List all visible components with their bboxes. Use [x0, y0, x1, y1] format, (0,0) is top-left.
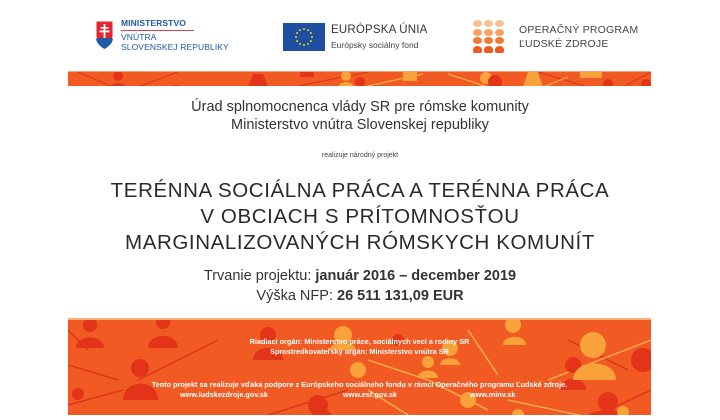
office-line1: Úrad splnomocnenca vlády SR pre rómske komunity [191, 99, 529, 115]
decorative-top-band [68, 71, 651, 86]
office-line2: Ministerstvo vnútra Slovenskej republiky [231, 117, 489, 133]
link-ludskezdroje[interactable]: www.ludskezdroje.gov.sk [180, 390, 268, 399]
duration-row [0, 266, 720, 286]
footer-band [68, 318, 651, 415]
realizes-label: realizuje národný projekt [321, 152, 399, 159]
people-network-pattern-icon [68, 72, 651, 86]
nfp-row [0, 286, 720, 306]
project-title-line2: V OBCIACH S PRÍTOMNOSŤOU [200, 205, 520, 228]
eu-logo-title: EURÓPSKA ÚNIA [331, 24, 428, 36]
project-details [0, 266, 720, 306]
op-logo-line1: OPERAČNÝ PROGRAM [519, 23, 639, 36]
nfp-label: Výška NFP: [256, 288, 337, 304]
authorities-text [68, 337, 651, 357]
ministry-logo-line1: MINISTERSTVO [121, 18, 194, 31]
eu-logo-subtitle: Európsky sociálny fond [331, 40, 419, 50]
ministry-logo-line3: SLOVENSKEJ REPUBLIKY [121, 42, 229, 52]
link-esf[interactable]: www.esf.gov.sk [343, 390, 397, 399]
link-minv[interactable]: www.minv.sk [470, 390, 516, 399]
slovak-coat-of-arms-icon [95, 20, 114, 50]
eu-logo [283, 23, 428, 51]
managing-authority: Riadiaci orgán: Ministerstvo práce, sociálnych vecí a rodiny SR [249, 337, 470, 346]
intermediate-authority: Sprostredkovateľský orgán: Ministerstvo vnútra SR [270, 347, 449, 356]
op-logo [473, 20, 638, 53]
duration-value: január 2016 – december 2019 [315, 268, 517, 284]
eu-flag-icon [283, 23, 325, 51]
project-title [0, 178, 720, 256]
people-dots-icon [473, 20, 505, 53]
office-heading [0, 98, 720, 134]
project-title-line1: TERÉNNA SOCIÁLNA PRÁCA A TERÉNNA PRÁCA [110, 179, 610, 202]
support-note: Tento projekt sa realizuje vďaka podpore z Európskeho sociálneho fondu v rámci Operačného programu Ľudské zdroje. [151, 380, 568, 389]
people-network-pattern-icon [68, 320, 651, 415]
project-title-line3: MARGINALIZOVANÝCH RÓMSKYCH KOMUNÍT [125, 231, 595, 254]
duration-label: Trvanie projektu: [203, 268, 316, 284]
ministry-logo-line2: VNÚTRA [121, 31, 157, 42]
op-logo-line2: ĽUDSKÉ ZDROJE [519, 37, 609, 50]
ministry-logo [95, 18, 229, 53]
nfp-value: 26 511 131,09 EUR [337, 288, 464, 304]
